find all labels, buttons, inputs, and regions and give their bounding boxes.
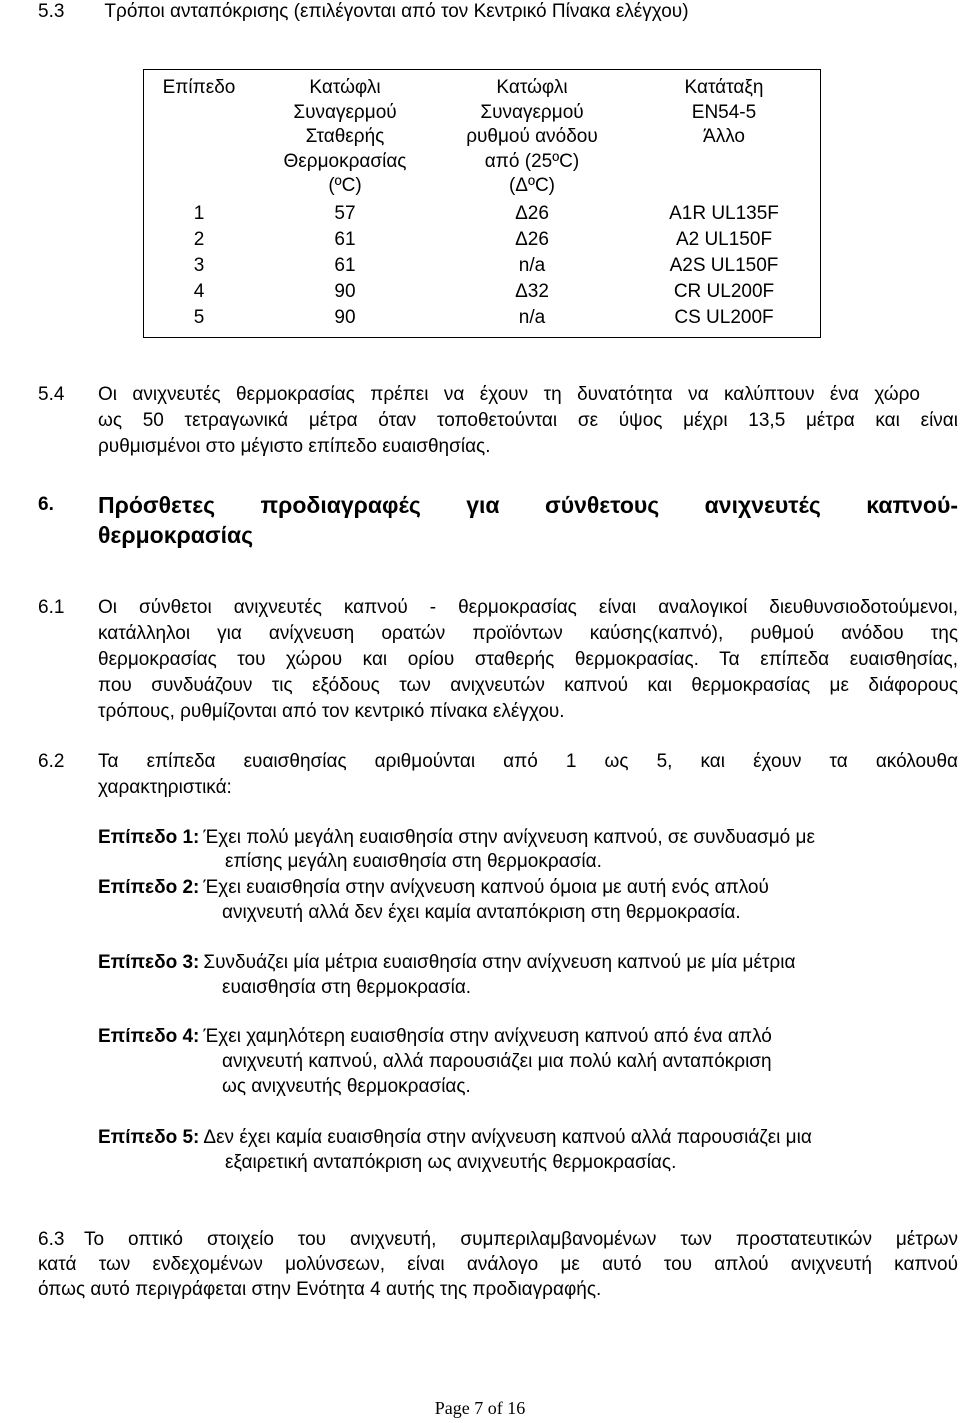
header-line: Κατώφλι <box>496 77 568 98</box>
table-header-fixed-threshold <box>254 76 436 199</box>
level-label: Επίπεδο 4: <box>98 1026 200 1047</box>
table-cell: 90 <box>334 281 356 302</box>
table-cell: Δ26 <box>515 229 549 250</box>
header-line: από (25ºC) <box>484 150 580 172</box>
table-cell: A2S UL150F <box>669 255 779 276</box>
section-6-1-line: κατάλληλοι για ανίχνευση ορατών προϊόντων καύσης(καπνό), ρυθμού ανόδου της <box>98 623 958 644</box>
section-5-3-title: Τρόποι ανταπόκρισης (επιλέγονται από τον Κεντρικό Πίνακα ελέγχου) <box>104 1 689 22</box>
table-cell: 1 <box>193 203 205 224</box>
level-text: Έχει χαμηλότερη ευαισθησία στην ανίχνευση καπνού από ένα απλό <box>203 1026 772 1047</box>
level-text: Δεν έχει καμία ευαισθησία στην ανίχνευση καπνού αλλά παρουσιάζει μια <box>203 1127 812 1148</box>
section-6-1-line: που συνδυάζουν τις εξόδους των ανιχνευτών καπνού και θερμοκρασίας με διάφορους <box>98 675 958 696</box>
page-number: Page 7 of 16 <box>434 1398 526 1418</box>
level-text: Έχει πολύ μεγάλη ευαισθησία στην ανίχνευση καπνού, σε συνδυασμό με <box>203 827 815 848</box>
section-6-1-number: 6.1 <box>38 597 65 618</box>
header-line: Κατώφλι <box>309 77 381 98</box>
header-line: Επίπεδο <box>162 77 236 98</box>
table-cell: A2 UL150F <box>675 229 773 250</box>
header-line: Κατάταξη <box>684 77 764 98</box>
header-line: Σταθερής <box>305 126 385 147</box>
section-6-number: 6. <box>38 494 54 515</box>
section-6-3-number: 6.3 <box>38 1229 65 1250</box>
level-line <box>98 1025 772 1049</box>
level-line: εξαιρετική ανταπόκριση ως ανιχνευτής θερμοκρασίας. <box>225 1152 677 1173</box>
section-6-title: θερμοκρασίας <box>98 522 254 548</box>
section-6-title: Πρόσθετες προδιαγραφές για σύνθετους ανιχνευτές καπνού- <box>98 492 958 518</box>
section-6-3-line: όπως αυτό περιγράφεται στην Ενότητα 4 αυτής της προδιαγραφής. <box>38 1279 602 1300</box>
level-label: Επίπεδο 1: <box>98 827 200 848</box>
table-cell: 5 <box>193 307 205 328</box>
level-label: Επίπεδο 2: <box>98 877 200 898</box>
level-label: Επίπεδο 3: <box>98 952 200 973</box>
table-cell: 61 <box>334 229 356 250</box>
section-5-4-line: Οι ανιχνευτές θερμοκρασίας πρέπει να έχουν τη δυνατότητα να καλύπτουν ένα χώρο <box>98 384 920 405</box>
section-6-3-line: Το οπτικό στοιχείο του ανιχνευτή, συμπεριλαμβανομένων των προστατευτικών μέτρων <box>84 1229 958 1250</box>
section-6-2-number: 6.2 <box>38 751 65 772</box>
table-cell: 57 <box>334 203 356 224</box>
table-cell: Δ32 <box>515 281 549 302</box>
table-cell: CR UL200F <box>673 281 775 302</box>
table-row <box>144 306 820 332</box>
level-line <box>98 1126 812 1150</box>
header-line: Συναγερμού <box>480 101 584 123</box>
section-5-4-line: ως 50 τετραγωνικά μέτρα όταν τοποθετούνται σε ύψος μέχρι 13,5 μέτρα και είναι <box>98 410 958 431</box>
table-cell: 4 <box>193 281 205 302</box>
table-row <box>144 228 820 254</box>
level-line <box>98 876 769 900</box>
header-line: Συναγερμού <box>293 101 397 123</box>
section-5-3-heading <box>38 0 689 24</box>
level-line: ανιχνευτή καπνού, αλλά παρουσιάζει μια πολύ καλή ανταπόκριση <box>222 1051 772 1072</box>
section-6-2-line: χαρακτηριστικά: <box>98 777 232 798</box>
level-line: ανιχνευτή αλλά δεν έχει καμία ανταπόκριση στη θερμοκρασία. <box>222 902 741 923</box>
section-5-4-number: 5.4 <box>38 384 65 405</box>
level-line: επίσης μεγάλη ευαισθησία στη θερμοκρασία. <box>225 851 602 872</box>
table-cell: CS UL200F <box>674 307 774 328</box>
table-cell: n/a <box>518 255 546 276</box>
table-header-level <box>144 76 254 101</box>
section-5-4-line: ρυθμισμένοι στο μέγιστο επίπεδο ευαισθησίας. <box>98 436 491 457</box>
level-text: Έχει ευαισθησία στην ανίχνευση καπνού όμοια με αυτή ενός απλού <box>203 877 769 898</box>
section-6-1-line: θερμοκρασίας του χώρου και ορίου σταθερής θερμοκρασίας. Τα επίπεδα ευαισθησίας, <box>98 649 958 670</box>
section-6-1-line: Οι σύνθετοι ανιχνευτές καπνού - θερμοκρασίας είναι αναλογικοί διευθυνσιοδοτούμενοι, <box>98 597 958 618</box>
table-header-rate-of-rise <box>436 76 628 199</box>
table-cell: n/a <box>518 307 546 328</box>
level-text: Συνδυάζει μία μέτρια ευαισθησία στην ανίχνευση καπνού με μία μέτρια <box>203 952 796 973</box>
table-cell: 90 <box>334 307 356 328</box>
level-line <box>98 826 815 850</box>
level-line: ευαισθησία στη θερμοκρασία. <box>222 977 472 998</box>
table-cell: 3 <box>193 255 205 276</box>
level-line <box>98 951 795 975</box>
header-line: (ºC) <box>328 175 362 196</box>
level-line: ως ανιχνευτής θερμοκρασίας. <box>222 1076 471 1097</box>
header-line: Άλλο <box>703 126 745 147</box>
header-line: (ΔºC) <box>508 175 555 196</box>
table-header-classification <box>628 76 820 150</box>
section-6-1-line: τρόπους, ρυθμίζονται από τον κεντρικό πίνακα ελέγχου. <box>98 701 565 722</box>
table-cell: 61 <box>334 255 356 276</box>
header-line: EN54-5 <box>691 101 757 123</box>
response-modes-table <box>143 69 821 338</box>
table-cell: Δ26 <box>515 203 549 224</box>
section-6-3-line: κατά των ενδεχομένων μολύνσεων, είναι ανάλογο με αυτό του απλού ανιχνευτή καπνού <box>38 1254 958 1275</box>
section-5-3-number: 5.3 <box>38 1 65 22</box>
level-label: Επίπεδο 5: <box>98 1127 200 1148</box>
section-6-2-line: Τα επίπεδα ευαισθησίας αριθμούνται από 1 ως 5, και έχουν τα ακόλουθα <box>98 751 958 772</box>
table-row <box>144 254 820 280</box>
table-row <box>144 280 820 306</box>
table-row <box>144 202 820 228</box>
table-cell: 2 <box>193 229 205 250</box>
table-cell: A1R UL135F <box>669 203 779 224</box>
header-line: ρυθμού ανόδου <box>466 126 598 147</box>
header-line: Θερμοκρασίας <box>283 150 407 172</box>
